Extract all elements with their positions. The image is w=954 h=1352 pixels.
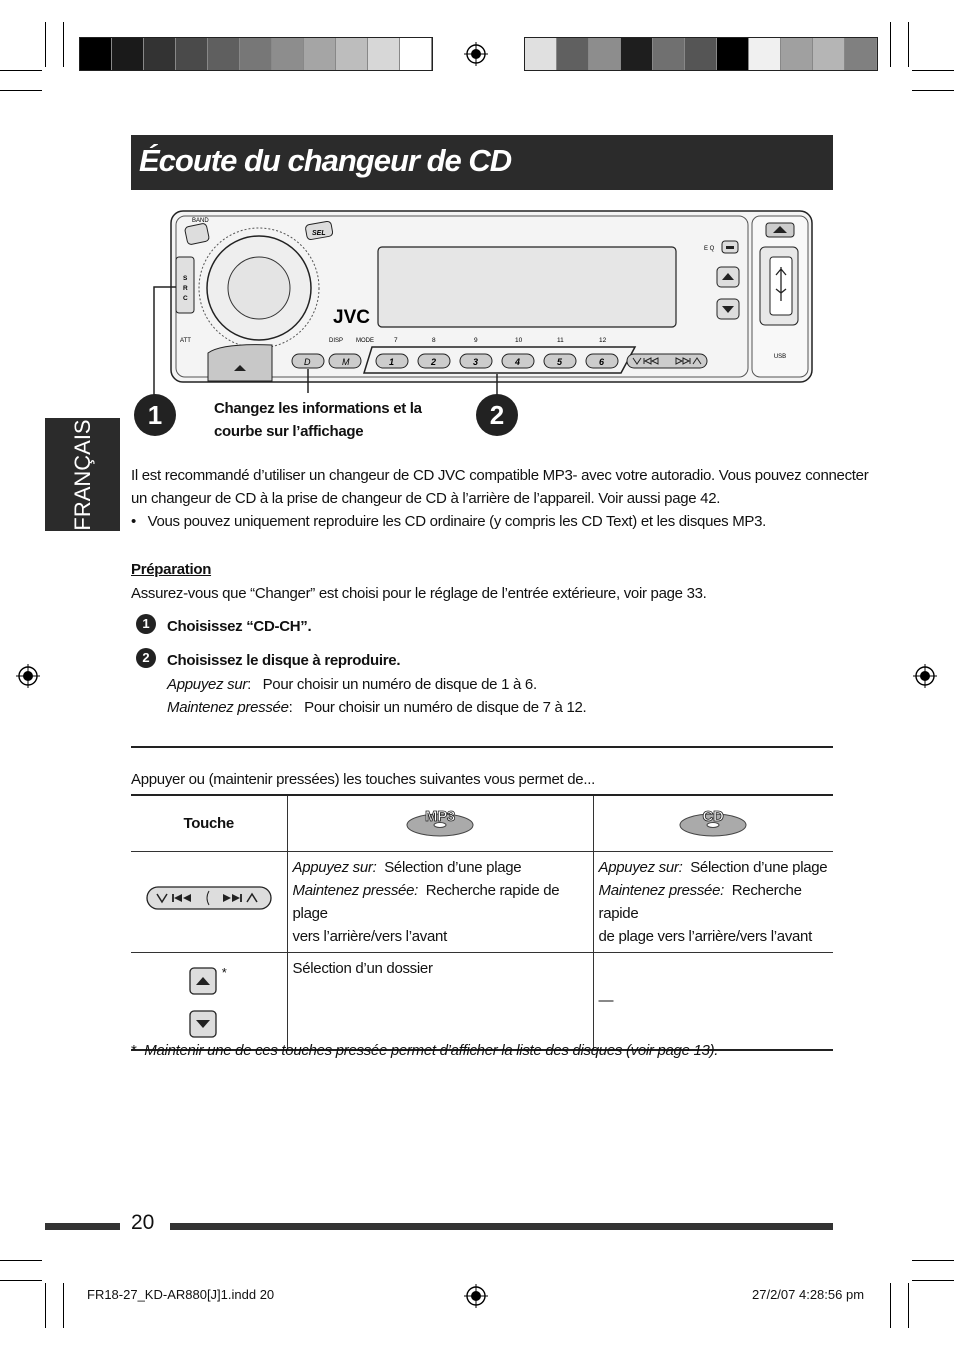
registration-mark-icon — [913, 664, 937, 688]
src-letter-c: C — [183, 295, 188, 302]
down-key-icon — [189, 1010, 217, 1038]
touche-header: Touche — [183, 814, 234, 832]
att-label: ATT — [180, 338, 191, 344]
footer-bar-right — [170, 1223, 833, 1230]
footnote-text: Maintenir une de ces touches pressée permet d’afficher la liste des disques (voir page 13). — [144, 1042, 719, 1059]
page-number: 20 — [131, 1211, 155, 1234]
mp3-press-text: Sélection d’une plage — [384, 858, 522, 876]
up-key-icon — [189, 967, 217, 995]
lcd-display — [378, 247, 676, 327]
crop-mark — [0, 1260, 42, 1261]
top-number-11: 11 — [557, 337, 564, 344]
crop-mark — [890, 22, 891, 67]
cd-disc-icon — [678, 803, 748, 837]
crop-mark — [63, 22, 64, 67]
cd-press-label: Appuyez sur: — [598, 858, 683, 876]
step-2-number: 2 — [136, 648, 156, 668]
table-row — [131, 851, 833, 952]
mp3-hold-text: Recherche rapide de plage — [292, 881, 560, 922]
intro-bullet-item: • Vous pouvez uniquement reproduire les CD ordinaire (y compris les CD Text) et les disques MP3. — [131, 513, 767, 530]
top-number-8: 8 — [432, 337, 436, 344]
disp-label: DISP — [329, 338, 344, 344]
d-button-label: D — [304, 357, 311, 367]
slug-file: FR18-27_KD-AR880[J]1.indd 20 — [87, 1287, 275, 1302]
cd-hold-label: Maintenez pressée: — [598, 881, 725, 899]
top-number-9: 9 — [474, 337, 478, 344]
title-bar — [131, 135, 833, 190]
asterisk-mark: * — [221, 964, 227, 980]
mp3-folder-cell: Sélection d’un dossier — [287, 952, 593, 1050]
band-label: BAND — [192, 218, 209, 224]
jvc-logo: JVC — [333, 307, 370, 328]
intro-line2: un changeur de CD à la prise de changeur de CD à l’arrière de l’appareil. Voir aussi page 42. — [131, 490, 721, 507]
crop-mark — [0, 1280, 42, 1281]
callout-text-line2: courbe sur l’affichage — [214, 423, 364, 440]
cd-header — [593, 795, 833, 851]
cd-label: CD — [702, 807, 724, 825]
language-tab — [45, 418, 120, 531]
crop-mark — [912, 1280, 954, 1281]
cd-hold-text2: de plage vers l’arrière/vers l’avant — [598, 927, 812, 945]
updown-key-cell — [131, 952, 287, 1050]
mode-label: MODE — [356, 338, 374, 344]
step-2-hold-text: Pour choisir un numéro de disque de 7 à 12. — [304, 699, 587, 716]
preset-5: 5 — [557, 357, 563, 367]
language-label: FRANÇAIS — [69, 418, 95, 531]
crop-mark — [908, 1283, 909, 1328]
step-2-text: Choisissez le disque à reproduire. — [167, 652, 401, 669]
step-1-text: Choisissez “CD-CH”. — [167, 618, 312, 635]
top-number-12: 12 — [599, 337, 607, 344]
table-intro: Appuyer ou (maintenir pressées) les touches suivantes vous permet de... — [131, 771, 595, 788]
color-strip-left — [79, 37, 433, 71]
preset-3: 3 — [473, 357, 479, 367]
preset-2: 2 — [431, 357, 437, 367]
mp3-hold-text2: vers l’arrière/vers l’avant — [292, 927, 447, 945]
mp3-label: MP3 — [425, 807, 455, 825]
crop-mark — [912, 70, 954, 71]
registration-mark-icon — [464, 1284, 488, 1308]
skip-key-cell — [131, 851, 287, 952]
mp3-press-label: Appuyez sur: — [292, 858, 377, 876]
top-number-10: 10 — [515, 337, 523, 344]
cd-skip-cell — [593, 851, 833, 952]
preset-6: 6 — [599, 357, 605, 367]
callout-text — [214, 397, 422, 443]
crop-mark — [912, 1260, 954, 1261]
step-2-hold-label: Maintenez pressée — [167, 699, 289, 716]
crop-mark — [63, 1283, 64, 1328]
preset-4: 4 — [515, 357, 521, 367]
cd-hold-text: Recherche rapide — [598, 881, 802, 922]
top-number-7: 7 — [394, 337, 398, 344]
step-2-press: Appuyez sur: Pour choisir un numéro de disque de 1 à 6. — [167, 676, 537, 693]
prep-heading: Préparation — [131, 561, 212, 578]
color-strip-right — [524, 37, 878, 71]
crop-mark — [890, 1283, 891, 1328]
slug-date: 27/2/07 4:28:56 pm — [752, 1287, 865, 1302]
preset-1: 1 — [389, 357, 395, 367]
registration-mark-icon — [16, 664, 40, 688]
mp3-header — [287, 795, 593, 851]
sel-label: SEL — [312, 230, 326, 237]
step-2-press-text: Pour choisir un numéro de disque de 1 à 6. — [262, 676, 537, 693]
mp3-disc-icon — [405, 803, 475, 837]
callout-1: 1 — [134, 394, 176, 436]
step-1-number: 1 — [136, 614, 156, 634]
crop-mark — [0, 70, 42, 71]
crop-mark — [912, 90, 954, 91]
cd-folder-cell: — — [593, 952, 833, 1050]
cd-press-text: Sélection d’une plage — [690, 858, 828, 876]
table-row — [131, 952, 833, 1050]
mp3-skip-cell — [287, 851, 593, 952]
table-header-row — [131, 795, 833, 851]
page-title: Écoute du changeur de CD — [139, 143, 512, 178]
footer-bar-left — [45, 1223, 120, 1230]
section-divider — [131, 746, 833, 748]
crop-mark — [45, 22, 46, 67]
crop-mark — [0, 90, 42, 91]
usb-label: USB — [773, 354, 787, 360]
callout-2: 2 — [476, 394, 518, 436]
intro-line1: Il est recommandé d’utiliser un changeur de CD JVC compatible MP3- avec votre autoradio. Vous pouvez connecter — [131, 467, 869, 484]
m-button-label: M — [342, 357, 350, 367]
disc-eject-pad — [208, 345, 272, 381]
callout-text-line1: Changez les informations et la — [214, 400, 422, 417]
src-letter-r: R — [183, 285, 188, 292]
registration-mark-icon — [464, 42, 488, 66]
crop-mark — [45, 1283, 46, 1328]
footnote-mark: * — [131, 1042, 137, 1059]
footnote — [131, 1039, 718, 1062]
mp3-hold-label: Maintenez pressée: — [292, 881, 419, 899]
eq-label: E Q — [704, 246, 715, 252]
band-button — [184, 223, 209, 245]
intro-bullet-text: Vous pouvez uniquement reproduire les CD ordinaire (y compris les CD Text) et les disques MP3. — [147, 513, 767, 530]
crop-mark — [908, 22, 909, 67]
step-2-hold: Maintenez pressée: Pour choisir un numéro de disque de 7 à 12. — [167, 699, 587, 716]
prep-text: Assurez-vous que “Changer” est choisi pour le réglage de l’entrée extérieure, voir page 33. — [131, 585, 707, 602]
function-table — [131, 794, 833, 1051]
step-2-press-label: Appuyez sur — [167, 676, 248, 693]
skip-key-icon — [145, 885, 273, 911]
src-letter-s: S — [183, 275, 188, 282]
